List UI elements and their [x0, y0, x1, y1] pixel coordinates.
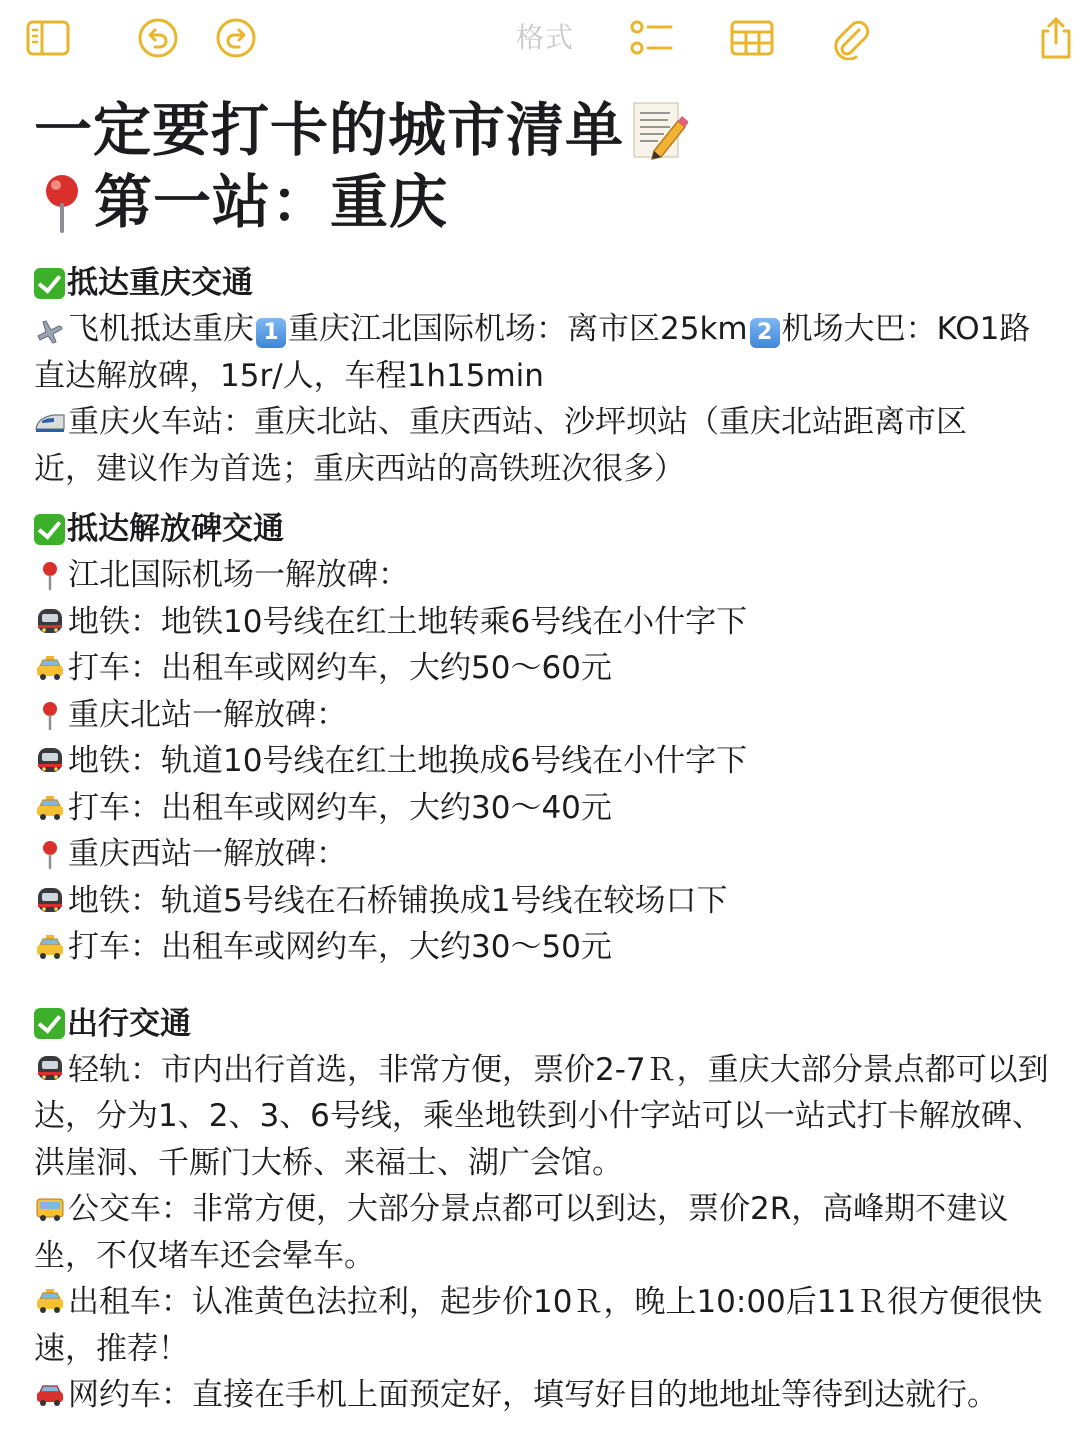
pin-icon	[34, 838, 66, 870]
route-taxi	[34, 924, 1064, 971]
route-metro	[34, 599, 1064, 646]
route-taxi-text: 打车：出租车或网约车，大约50～60元	[68, 650, 612, 686]
route-origin-text: 重庆北站一解放碑：	[68, 696, 347, 733]
route-origin	[34, 552, 1064, 599]
taxi-icon	[34, 1285, 66, 1317]
redo-icon	[215, 17, 257, 59]
bus-paragraph	[34, 1186, 1064, 1279]
bus-text: 公交车：非常方便，大部分景点都可以到达，票价2R，高峰期不建议坐，不仅堵车还会晕车。	[34, 1191, 1009, 1274]
table-icon	[729, 18, 775, 58]
airplane-icon	[34, 312, 66, 344]
train-text-b: 近，建议作为首选；重庆西站的高铁班次很多）	[34, 450, 685, 487]
route-metro	[34, 738, 1064, 785]
route-taxi-text: 打车：出租车或网约车，大约30～50元	[68, 929, 612, 965]
taxi-text: 出租车：认准黄色法拉利，起步价10Ｒ，晚上10:00后11Ｒ很方便很快速，推荐！	[34, 1284, 1043, 1367]
number-badge-1: 1	[256, 318, 286, 348]
route-origin	[34, 692, 1064, 739]
memo-icon	[630, 99, 688, 161]
metro-icon	[34, 885, 66, 917]
table-button[interactable]	[728, 14, 776, 62]
taxi-paragraph	[34, 1279, 1064, 1372]
section-heading-transport	[34, 1001, 1064, 1047]
section-heading-jiefangbei	[34, 506, 1064, 552]
pin-icon	[34, 699, 66, 731]
route-taxi	[34, 645, 1064, 692]
section-heading-text: 抵达重庆交通	[67, 265, 253, 301]
train-text-a: 重庆火车站：重庆北站、重庆西站、沙坪坝站（重庆北站距离市区	[68, 404, 967, 440]
pin-icon	[34, 171, 90, 233]
route-taxi-text: 打车：出租车或网约车，大约30～40元	[68, 789, 612, 826]
rail-text: 轻轨：市内出行首选，非常方便，票价2-7Ｒ，重庆大部分景点都可以到达，分为1、2、3、6号线，乘坐地铁到小什字站可以一站式打卡解放碑、洪崖洞、千厮门大桥、来福士、湖广会馆。	[34, 1051, 1049, 1181]
route-origin	[34, 831, 1064, 878]
plane-text-c: 机场大巴：KO1路	[781, 311, 1031, 347]
notes-toolbar	[0, 0, 1080, 78]
metro-icon	[34, 745, 66, 777]
route-origin-text: 江北国际机场一解放碑：	[68, 557, 409, 593]
route-metro-text: 地铁：地铁10号线在红土地转乘6号线在小什字下	[68, 603, 748, 640]
metro-icon	[34, 606, 66, 638]
section-heading-arrival	[34, 260, 1064, 306]
section-heading-text: 出行交通	[67, 1005, 191, 1042]
pin-icon	[34, 559, 66, 591]
metro-icon	[34, 1053, 66, 1085]
attachment-icon	[829, 16, 871, 60]
note-title: 一定要打卡的城市清单	[34, 96, 625, 164]
plane-text-a: 飞机抵达重庆	[68, 311, 254, 347]
format-button[interactable]: 格式	[515, 21, 574, 54]
undo-button[interactable]	[134, 14, 182, 62]
bullet-train-icon	[34, 405, 66, 437]
route-taxi	[34, 785, 1064, 832]
taxi-icon	[34, 652, 66, 684]
note-subtitle-row	[34, 166, 1064, 238]
redo-button[interactable]	[212, 14, 260, 62]
note-subtitle: 第一站：重庆	[94, 168, 449, 236]
check-mark-icon	[34, 1008, 65, 1039]
plane-text-d: 直达解放碑，15r/人，车程1h15min	[34, 357, 544, 394]
route-metro-text: 地铁：轨道5号线在石桥铺换成1号线在较场口下	[68, 882, 728, 919]
undo-icon	[137, 17, 179, 59]
route-metro	[34, 878, 1064, 925]
taxi-icon	[34, 931, 66, 963]
checklist-button[interactable]	[628, 14, 676, 62]
note-body[interactable]	[34, 94, 1064, 1419]
train-paragraph	[34, 399, 1064, 492]
attachment-button[interactable]	[826, 14, 874, 62]
note-title-row	[34, 94, 1064, 166]
check-mark-icon	[34, 514, 65, 545]
checklist-icon	[629, 17, 675, 59]
rail-paragraph	[34, 1047, 1064, 1187]
number-badge-2: 2	[750, 318, 780, 348]
sidebar-toggle-button[interactable]	[24, 14, 72, 62]
route-origin-text: 重庆西站一解放碑：	[68, 836, 347, 872]
check-mark-icon	[34, 268, 65, 299]
route-metro-text: 地铁：轨道10号线在红土地换成6号线在小什字下	[68, 743, 748, 779]
car-icon	[34, 1378, 66, 1410]
share-icon	[1038, 15, 1074, 61]
ride-hailing-text: 网约车：直接在手机上面预定好，填写好目的地地址等待到达就行。	[68, 1377, 998, 1413]
section-heading-text: 抵达解放碑交通	[67, 511, 284, 547]
taxi-icon	[34, 792, 66, 824]
plane-text-b: 重庆江北国际机场：离市区25km	[288, 311, 748, 347]
bus-icon	[34, 1192, 66, 1224]
ride-hailing-paragraph	[34, 1372, 1064, 1419]
plane-paragraph	[34, 306, 1064, 399]
sidebar-icon	[25, 18, 71, 58]
share-button[interactable]	[1032, 14, 1080, 62]
